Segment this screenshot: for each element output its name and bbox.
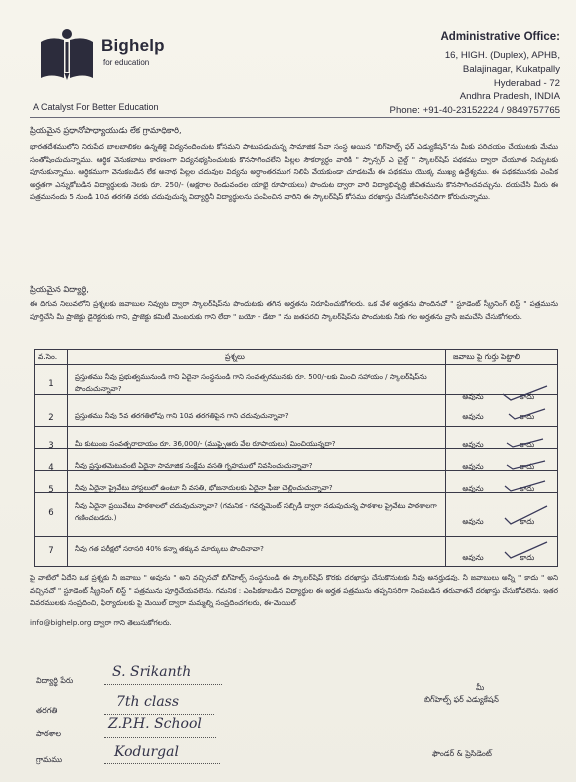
row-number: 7 [48,546,54,556]
address-line: 16, HIGH. (Duplex), APHB, [444,50,560,61]
signoff-yours: మీ [476,683,485,692]
no-option[interactable]: కాదు [519,553,535,562]
student-name-field[interactable]: S. Srikanth [112,664,192,680]
class-field[interactable]: 7th class [116,694,180,710]
tagline: A Catalyst For Better Education [33,102,159,112]
office-address [390,31,560,118]
yes-option[interactable]: అవును [462,484,484,493]
eligibility-table [34,349,558,567]
yes-option[interactable]: అవును [462,462,484,471]
row-question: ప్రస్తుతము నీవు ప్రభుత్వమునుండి గాని ఏదైనా సంస్థనుండి గాని సంవత్సరమునకు రూ. 500/-లకు మించి సహాయం / స్కాలర్‌షిప్‌ను పొందుచున్నావా? [75,373,427,393]
brand-name: Bighelp [101,36,165,55]
phone-line: Phone: +91-40-23152224 / 9849757765 [389,105,560,117]
row-question: మీ కుటుంబ సంవత్సరాదాయం రూ. 36,000/- (ముప్పైఆరు వేల రూపాయలు) మించియున్నదా? [75,440,336,448]
email-line: info@bighelp.org ద్వారా గాని తెలుసుకోగలరు. [30,618,172,627]
header-divider [30,117,560,118]
tick-mark-icon [505,458,547,472]
yes-option[interactable]: అవును [462,553,484,562]
row-question: నీవు గత పరీక్షలో సరాసరి 40% కన్నా తక్కువ మార్కులు పొందినావా? [75,545,264,553]
row-question: నీవు ప్రస్తుతమెటువంటి ఏదైనా సామాజిక సంక్షేమ వసతి గృహములో నివసించుచున్నావా? [75,462,313,470]
closing-paragraph: పై వాటిలో ఏదేని ఒక ప్రశ్నకు నీ జవాబు " అవును " అని వచ్చినచో బిగ్‌హెల్ప్ సంస్థనుండి ఈ స్కాలర్‌షిప్ కొరకు దరఖాస్తు చేసుకొనుటకు నీవు అనర్హుడవు. నీ జవాబులు అన్నీ " కాదు " అని వచ్చినచో " స్టూడెంట్ స్క్రీనింగ్ లిస్ట్ " పత్రమును పూర్తిచేయవలెను. గమనిక : ఎంపికకాబడిన విద్యార్థుల ఈ అర్హత పత్రమును తప్పనిసరిగా నింపబడిన తరువాతనే దరఖాస్తు చేసుకోవలెను. ఇతర వివరములకు సంప్రదించి, ఫిర్యాదులకు పై మెయిల్ ద్వారా మమ్మల్ని సంప్రదించగలరు, ఈ-మెయిల్ [30,573,558,608]
tick-mark-icon [501,382,549,404]
tick-mark-icon [505,436,545,450]
school-field[interactable]: Z.P.H. School [108,716,202,732]
bighelp-logo-icon [37,28,97,84]
village-label: గ్రామము [36,755,63,764]
no-option[interactable]: కాదు [519,484,535,493]
student-salutation: ప్రియమైన విద్యార్థి, [30,284,89,294]
salutation: ప్రియమైన ప్రధానోపాధ్యాయుడు లేక గ్రామాధికారి, [30,125,182,135]
signoff-organization: బిగ్‌హెల్ప్ ఫర్ ఎడ్యుకేషన్ [424,695,499,704]
school-label: పాఠశాల [36,729,62,738]
no-option[interactable]: కాదు [519,412,535,421]
row-number: 6 [48,508,54,518]
tick-mark-icon [507,406,547,422]
tick-mark-icon [503,504,549,530]
yes-option[interactable]: అవును [462,412,484,421]
address-line: Hyderabad - 72 [493,77,560,89]
no-option[interactable]: కాదు [519,392,535,401]
row-question: నీవు ఏదైనా ప్రైవేటు హాస్టలులో ఉంటూ నీ వసతి, భోజనాదులకు ఏదైనా ఫీజు చెల్లించుచున్నావా? [75,484,333,492]
row-number: 5 [48,485,54,495]
instructions-paragraph: ఈ దిగువ నిలువలోని ప్రశ్నలకు జవాబుల నివ్వుట ద్వారా స్కాలర్‌షిప్‌ను పొందుటకు తగిన అర్హతను నిరూపించుకోగలరు. ఒక వేళ అర్హతను పొందినచో " స్టూడెంట్ స్క్రీనింగ్ లిస్ట్ " పత్రమును పూర్తిచేసి మీ ప్రాజెక్టు డైరెక్టరుకు గాని, ప్రాజెక్టు కమిటీ మెంబరుకు గాని లేదా " బయో - డేటా " ను జతపరచి స్కాలర్‌షిప్‌ను పొందుటకు నీకు గల అర్హతను వ్రాసి జమచేసి చేసుకోగలరు. [30,299,558,321]
no-option[interactable]: కాదు [519,440,535,449]
student-name-label: విద్యార్థి పేరు [36,676,74,685]
no-option[interactable]: కాదు [519,517,535,526]
row-question: నీవు ఏదైనా ప్రయివేటు పాఠశాలలో చదువుచున్నావా? (గమనిక - గవర్నమెంట్ సబ్సిడీ ద్వారా నడుపుచున్న పాఠశాల ప్రైవేటు పాఠశాలగా గణించబడదు.) [75,502,437,522]
no-option[interactable]: కాదు [519,462,535,471]
column-header-question: ప్రశ్నలు [225,352,245,361]
class-label: తరగతి [36,706,58,715]
row-question: ప్రస్తుతము నీవు 5వ తరగతిలోపు గాని 10వ తరగతిపైన గాని చదువుచున్నావా? [75,412,289,420]
intro-paragraph: భారతదేశములోని నిరుపేద బాలబాలికల ఉన్నతికై విద్యనందించుట కోసమని పాటుపడుచున్న సామాజిక సేవా సంస్థ అయిన "బిగ్‌హెల్ప్ ఫర్ ఎడ్యుకేషన్"ను మీకు పరిచయం చేయుటకు మేము సంతోషించుచున్నాము. ఆర్థిక వెనుకబాటు కారణంగా విద్యనభ్యసించుటకు కొనసాగించలేని పిల్లల సౌకర్యార్థం వారికి " స్పాన్సర్ ఎ చైల్డ్ " స్కాలర్‌షిప్ పథకము ద్వారా చేయూత నిచ్చుటకు పూనుకున్నాము. ఆర్థికముగా వెనుకబడిన లేక అనాథ పిల్లల చదువుల విద్యను అర్ధాంతరముగ నిలిపి వేయకుండా చూడటమే ఈ పథకము యొక్క ముఖ్య ఉద్దేశ్యము. ఈ పథకమునకు ఎంపిక అర్హతగా ఎన్నుకోబడిన విద్యార్థులకు నెలకు రూ. 250/- (అక్షరాల రెండువందల యాభై రూపాయలు) పొందుట ద్వారా వారి విద్యాభివృద్ధి జీవితమును కొనసాగించవచ్చును. దయచేసి మీరు ఈ పత్రమునందు 5 నుండి 10వ తరగతి వరకు చదువుచున్న విద్యార్థినీ విద్యార్థులను పంపించిన వారిని ఈ స్కాలర్‌షిప్ కోసము దరఖాస్తు చేసుకోవలసినదిగా కోరుచున్నాము. [30,142,558,202]
tick-mark-icon [503,540,549,564]
tick-mark-icon [503,478,547,494]
row-number: 2 [48,413,54,423]
brand-subtitle: for education [103,58,150,67]
yes-option[interactable]: అవును [462,517,484,526]
address-line: Andhra Pradesh, INDIA [459,91,560,103]
yes-option[interactable]: అవును [462,392,484,401]
row-number: 1 [48,379,54,389]
address-line: Balajinagar, Kukatpally [462,63,560,75]
column-header-answer: జవాబు పై గుర్తు పెట్టాలి [453,352,521,361]
village-field[interactable]: Kodurgal [114,744,179,760]
row-number: 3 [48,441,54,451]
office-title: Administrative Office: [440,31,560,43]
signoff-title: ఫౌండర్ & ప్రెసిడెంట్ [432,749,492,758]
row-number: 4 [48,463,54,473]
column-header-number: వ.సెం. [38,352,58,361]
yes-option[interactable]: అవును [462,440,484,449]
